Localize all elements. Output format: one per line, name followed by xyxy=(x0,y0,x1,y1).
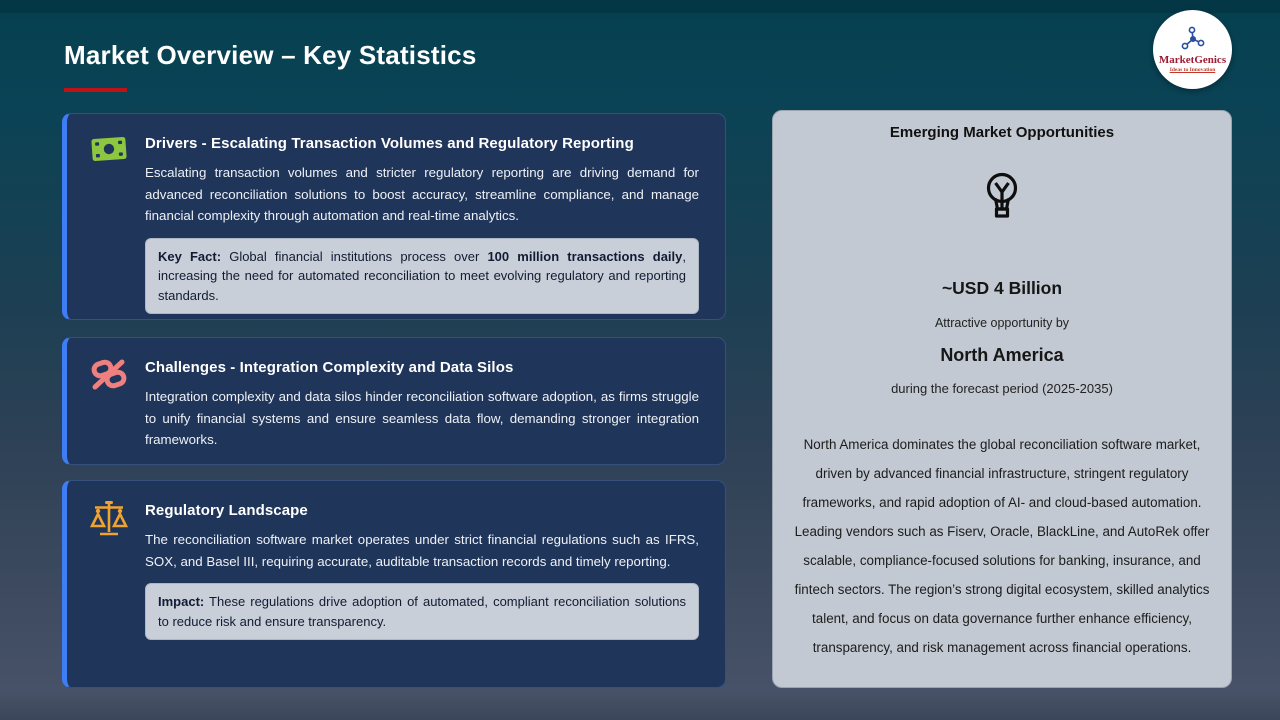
challenges-card xyxy=(62,337,726,465)
key-fact-box xyxy=(145,238,699,315)
top-strip xyxy=(0,0,1280,13)
money-icon xyxy=(88,132,130,171)
key-fact-text-after: , increasing the need for automated reconciliation to meet evolving regulatory and reporting standards. xyxy=(158,248,686,303)
page-title: Market Overview – Key Statistics xyxy=(64,40,477,70)
region-name: North America xyxy=(940,345,1064,365)
drivers-card-body: Escalating transaction volumes and stricter regulatory reporting are driving demand for advanced reconciliation solutions to boost accuracy, streamline compliance, and manage financial complexity through automation and real-time analytics. xyxy=(145,165,699,223)
challenges-card-title: Challenges - Integration Complexity and Data Silos xyxy=(145,359,514,376)
key-fact-bold: 100 million transactions daily xyxy=(487,248,683,264)
key-fact-label: Key Fact: xyxy=(158,248,222,264)
key-fact-text-before: Global financial institutions process over xyxy=(221,248,488,264)
impact-box xyxy=(145,583,699,640)
impact-text: These regulations drive adoption of automated, compliant reconciliation solutions to reduce risk and ensure transparency. xyxy=(158,594,686,629)
molecule-icon xyxy=(1180,26,1206,55)
regulatory-card-body: The reconciliation software market operates under strict financial regulations such as IFRS, SOX, and Basel III, requiring accurate, auditable transaction records and timely reporting. xyxy=(145,532,699,569)
drivers-card-title: Drivers - Escalating Transaction Volumes and Regulatory Reporting xyxy=(145,135,634,152)
scales-icon xyxy=(88,499,130,544)
regulatory-card-title: Regulatory Landscape xyxy=(145,502,308,519)
drivers-card xyxy=(62,113,726,320)
regulatory-card xyxy=(62,480,726,688)
opportunity-subtitle: Attractive opportunity by xyxy=(934,316,1070,330)
challenges-card-body: Integration complexity and data silos hinder reconciliation software adoption, as firms struggle to unify financial systems and ensure seamless data flow, demanding stronger integration frameworks. xyxy=(145,389,699,447)
market-value: ~USD 4 Billion xyxy=(941,278,1063,298)
lightbulb-icon xyxy=(979,171,1025,232)
panel-title: Emerging Market Opportunities xyxy=(889,124,1115,141)
region-description: North America dominates the global reconciliation software market, driven by advanced financial infrastructure, stringent regulatory frameworks, and rapid adoption of AI- and cloud-based automation. Leading vendors such as Fiserv, Oracle, BlackLine, and AutoRek offer scalable, compliance-focused solutions for banking, insurance, and fintech sectors. The region’s strong digital ecosystem, skilled analytics talent, and focus on data governance further enhance efficiency, transparency, and risk management across financial operations. xyxy=(794,437,1210,655)
marketgenics-logo xyxy=(1153,10,1232,89)
forecast-period: during the forecast period (2025-2035) xyxy=(891,381,1113,396)
logo-tagline: Ideas to Innovation xyxy=(1169,67,1216,74)
title-underline xyxy=(64,88,127,92)
logo-name: MarketGenics xyxy=(1158,53,1227,66)
impact-label: Impact: xyxy=(158,594,205,609)
unlink-icon xyxy=(88,356,130,399)
emerging-opportunities-panel xyxy=(772,110,1232,688)
